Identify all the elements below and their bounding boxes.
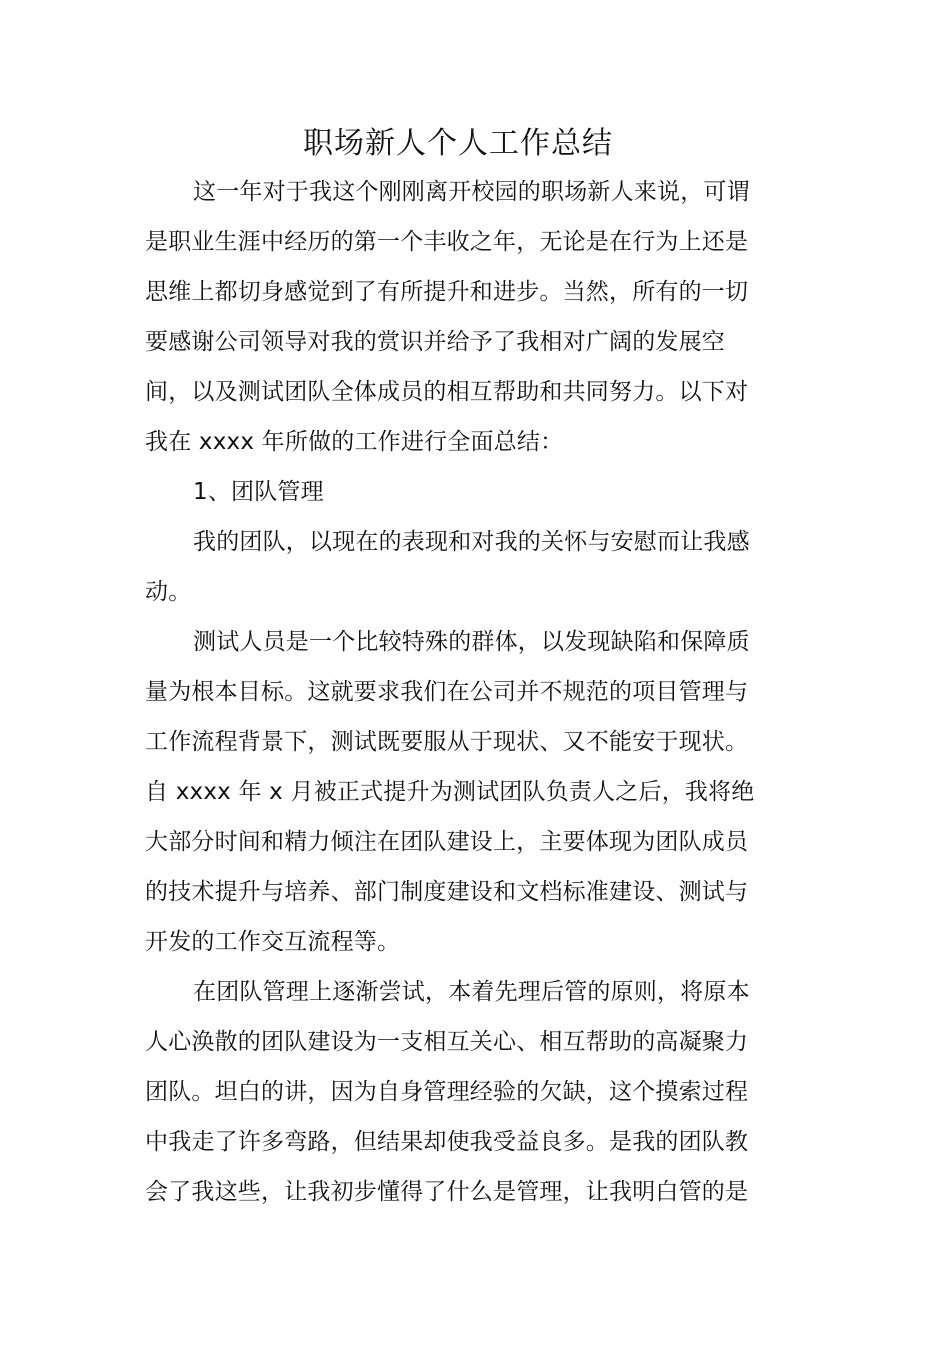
paragraph-line: 团队。坦白的讲，因为自身管理经验的欠缺，这个摸索过程 — [145, 1079, 749, 1105]
paragraph-line: 会了我这些，让我初步懂得了什么是管理，让我明白管的是 — [145, 1179, 749, 1205]
paragraph-line: 工作流程背景下，测试既要服从于现状、又不能安于现状。 — [145, 729, 749, 755]
paragraph-line: 我在 xxxx 年所做的工作进行全面总结： — [145, 429, 564, 455]
paragraph-line: 大部分时间和精力倾注在团队建设上，主要体现为团队成员 — [145, 829, 749, 855]
paragraph-line: 间，以及测试团队全体成员的相互帮助和共同努力。以下对 — [145, 379, 749, 405]
paragraph-line: 是职业生涯中经历的第一个丰收之年，无论是在行为上还是 — [145, 229, 749, 255]
paragraph-line: 动。 — [145, 579, 192, 605]
document-title: 职场新人个人工作总结 — [303, 126, 613, 161]
paragraph-line: 中我走了许多弯路，但结果却使我受益良多。是我的团队教 — [145, 1129, 749, 1155]
paragraph-line: 思维上都切身感觉到了有所提升和进步。当然，所有的一切 — [145, 279, 749, 305]
section-heading: 1、团队管理 — [193, 479, 324, 505]
paragraph-line: 要感谢公司领导对我的赏识并给予了我相对广阔的发展空 — [145, 329, 725, 355]
paragraph-line: 的技术提升与培养、部门制度建设和文档标准建设、测试与 — [145, 879, 749, 905]
paragraph-line: 测试人员是一个比较特殊的群体，以发现缺陷和保障质 — [193, 629, 750, 655]
paragraph-line: 我的团队，以现在的表现和对我的关怀与安慰而让我感 — [193, 529, 750, 555]
paragraph-line: 在团队管理上逐渐尝试，本着先理后管的原则，将原本 — [193, 979, 750, 1005]
paragraph-line: 量为根本目标。这就要求我们在公司并不规范的项目管理与 — [145, 679, 749, 705]
paragraph-line: 这一年对于我这个刚刚离开校园的职场新人来说，可谓 — [193, 179, 750, 205]
paragraph-line: 人心涣散的团队建设为一支相互关心、相互帮助的高凝聚力 — [145, 1029, 749, 1055]
paragraph-line: 自 xxxx 年 x 月被正式提升为测试团队负责人之后，我将绝 — [145, 779, 755, 805]
paragraph-line: 开发的工作交互流程等。 — [145, 929, 401, 955]
